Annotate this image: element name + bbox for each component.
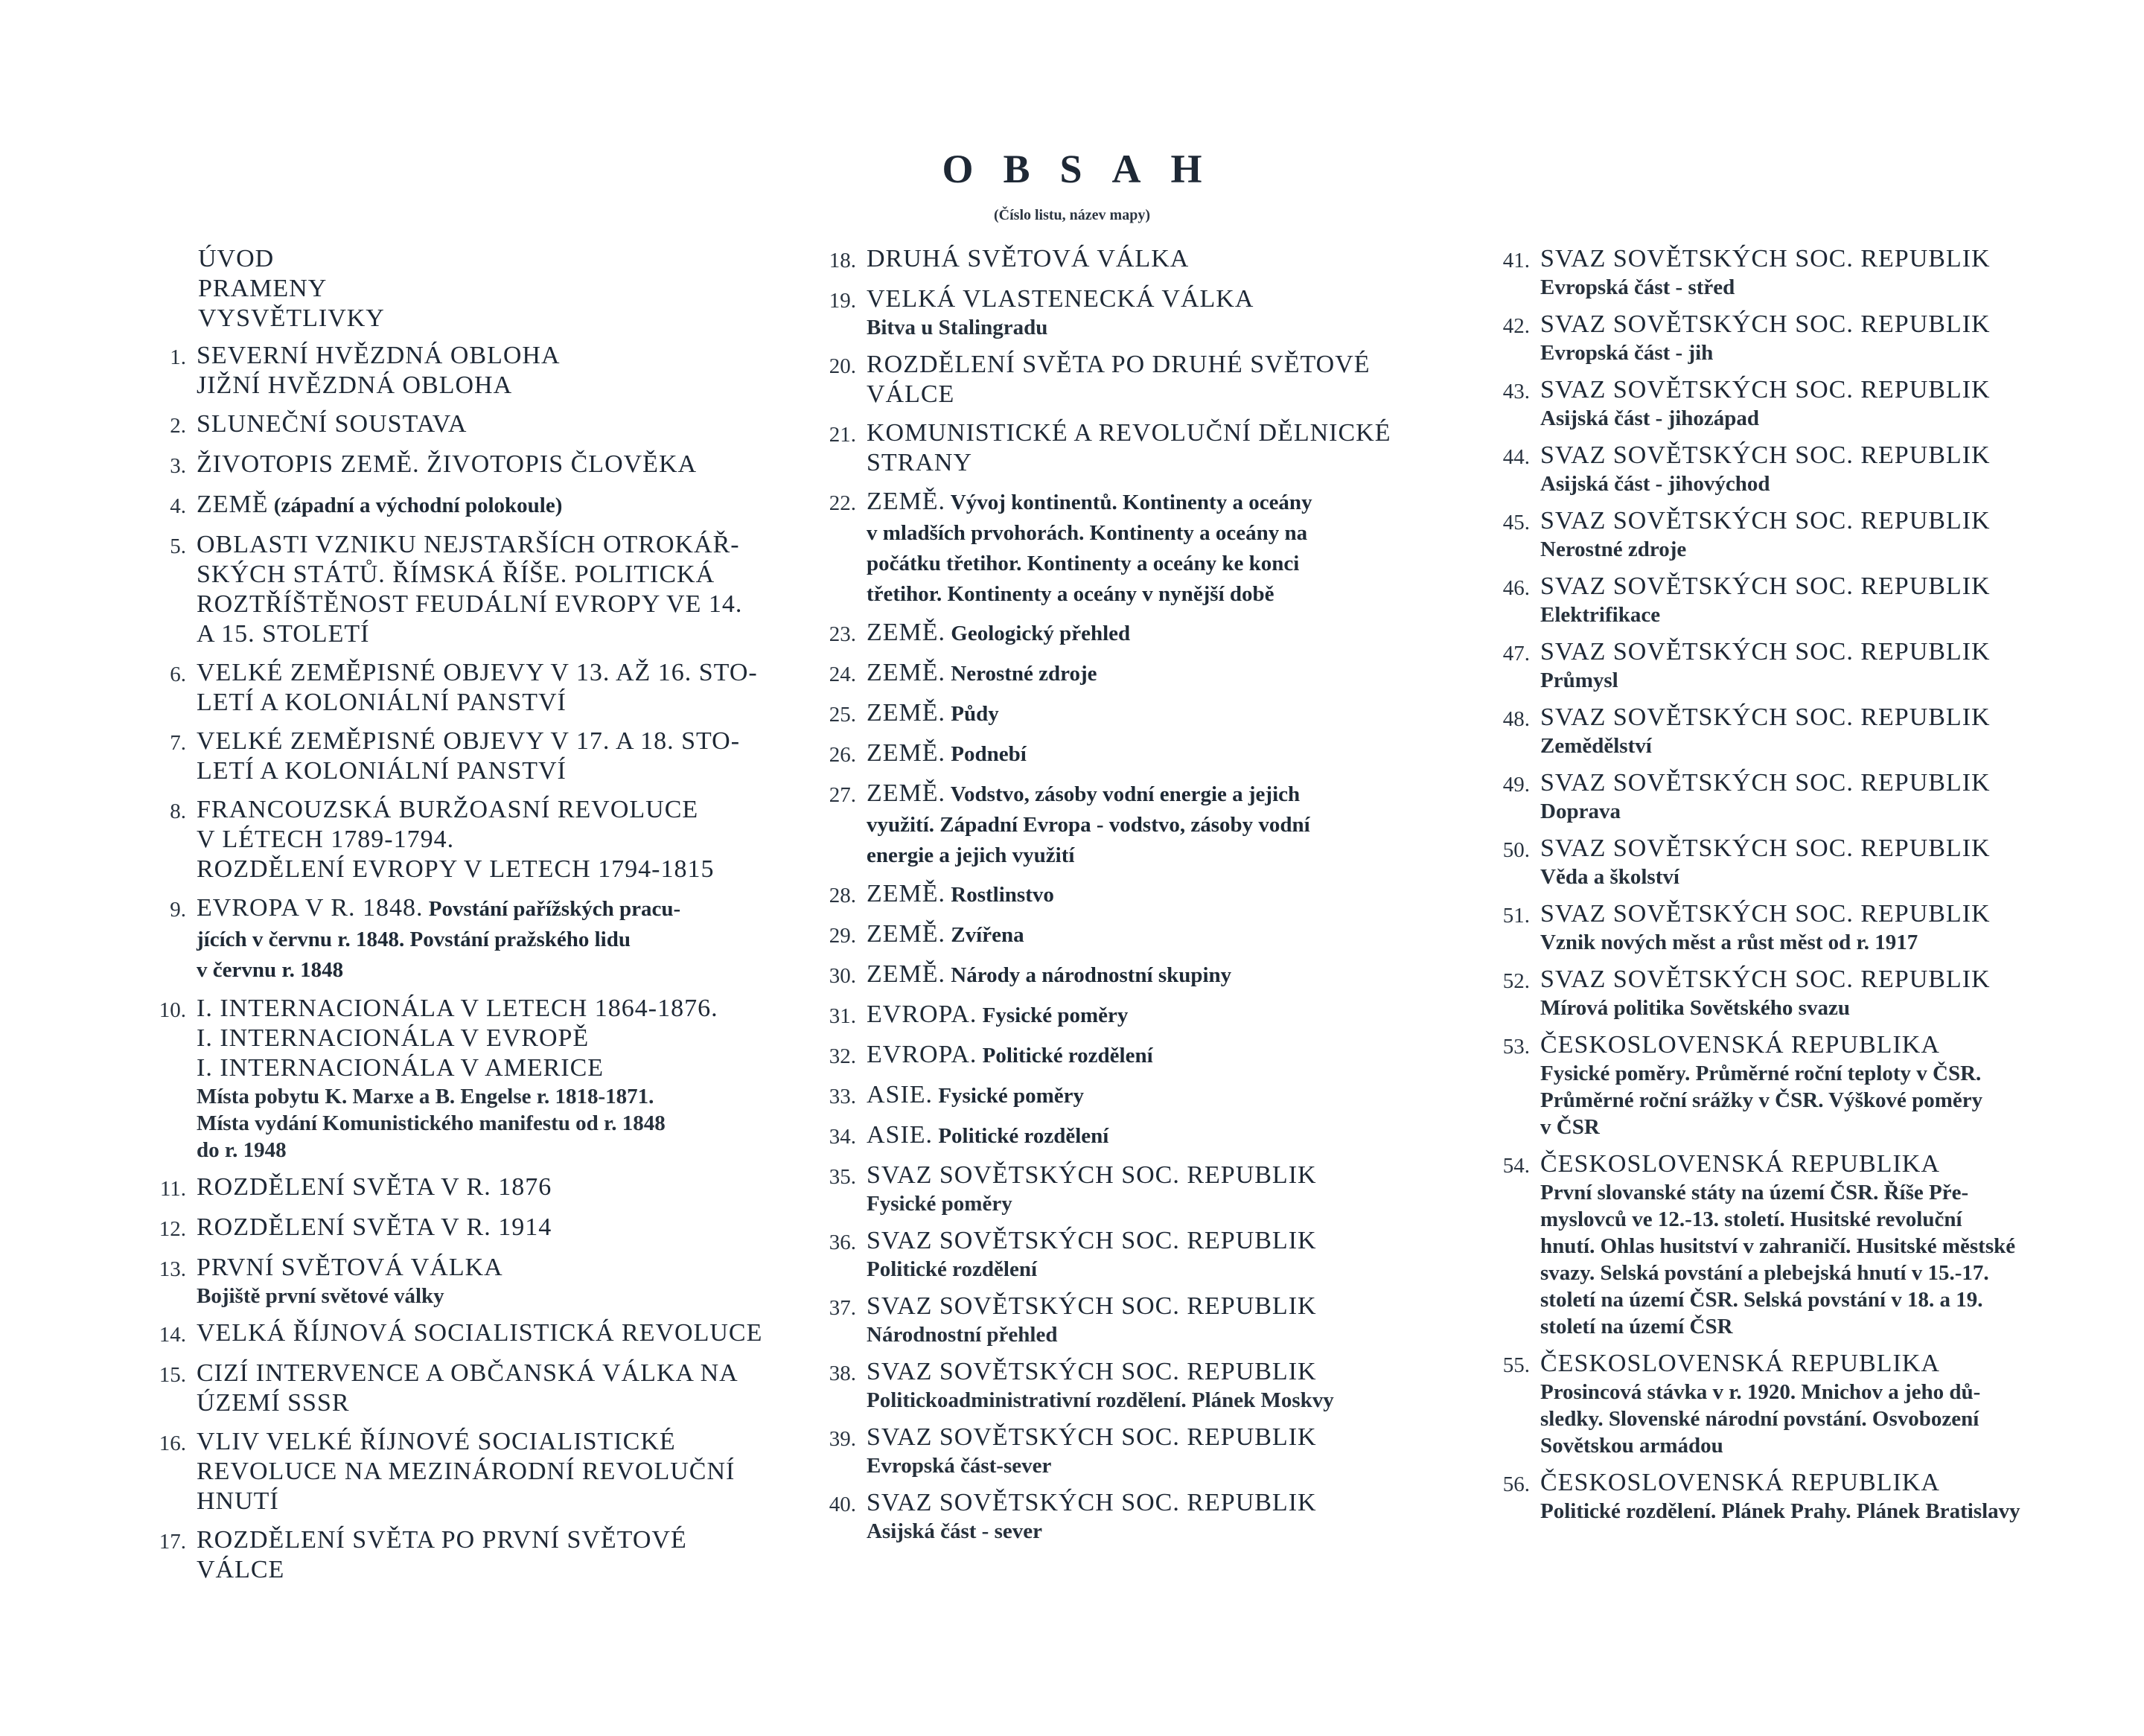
entry-subtitle: Asijská část - jihovýchod xyxy=(1540,472,1770,496)
entry-text xyxy=(867,1120,1459,1151)
entry-heading: CIZÍ INTERVENCE A OBČANSKÁ VÁLKA NA ÚZEMÍ SSSR xyxy=(197,1359,738,1417)
entry-body xyxy=(1540,834,2133,890)
entry-text xyxy=(197,490,789,520)
entry-heading: OBLASTI VZNIKU NEJSTARŠÍCH OTROKÁŘ- SKÝCH STÁTŮ. ŘÍMSKÁ ŘÍŠE. POLITICKÁ ROZTŘÍŠTĚNOST FEUDÁLNÍ EVROPY VE 14. A 15. STOLETÍ xyxy=(197,531,743,648)
contents-entry xyxy=(804,779,1459,870)
entry-subtitle: Politické rozdělení xyxy=(977,1044,1153,1068)
entry-subtitle: Vodstvo, zásoby vodní energie a jejich využití. Západní Evropa - vodstvo, zásoby vodní energie a jejich využití xyxy=(867,782,1310,867)
entry-number: 17. xyxy=(159,1530,186,1554)
entry-heading: SVAZ SOVĚTSKÝCH SOC. REPUBLIK xyxy=(1540,638,1991,666)
entry-text xyxy=(867,960,1459,990)
contents-entry xyxy=(134,1427,789,1516)
contents-entry xyxy=(1478,441,2133,497)
entry-body xyxy=(1540,965,2133,1021)
entry-heading: SVAZ SOVĚTSKÝCH SOC. REPUBLIK xyxy=(1540,769,1991,797)
entry-subtitle: Půdy xyxy=(945,702,999,726)
entry-number: 34. xyxy=(829,1125,856,1149)
entry-heading: ČESKOSLOVENSKÁ REPUBLIKA xyxy=(1540,1469,1940,1496)
entry-subtitle: Nerostné zdroje xyxy=(945,662,1097,686)
entry-body xyxy=(197,490,789,520)
entry-body xyxy=(867,658,1459,689)
contents-entry xyxy=(134,795,789,884)
entry-heading: DRUHÁ SVĚTOVÁ VÁLKA xyxy=(867,245,1190,272)
entry-body xyxy=(867,779,1459,870)
entry-number: 15. xyxy=(159,1363,186,1387)
entry-number: 12. xyxy=(159,1217,186,1241)
contents-entry xyxy=(134,1253,789,1309)
entry-body xyxy=(197,1359,789,1418)
entry-body xyxy=(867,698,1459,729)
contents-entry xyxy=(804,1488,1459,1545)
entry-body xyxy=(197,1213,789,1242)
entry-number: 53. xyxy=(1502,1035,1530,1059)
entry-number: 30. xyxy=(829,964,856,988)
entry-number: 10. xyxy=(159,998,186,1022)
contents-entry xyxy=(1478,768,2133,825)
entry-heading: ROZDĚLENÍ SVĚTA PO PRVNÍ SVĚTOVÉ VÁLCE xyxy=(197,1526,687,1583)
entry-heading: SVAZ SOVĚTSKÝCH SOC. REPUBLIK xyxy=(1540,310,1991,338)
contents-entry xyxy=(804,658,1459,689)
entry-number: 33. xyxy=(829,1085,856,1108)
entry-heading: SVAZ SOVĚTSKÝCH SOC. REPUBLIK xyxy=(1540,441,1991,469)
entry-number: 6. xyxy=(170,663,186,686)
entry-body xyxy=(867,284,1459,341)
entry-heading: EVROPA. xyxy=(867,1001,977,1028)
contents-entry xyxy=(1478,965,2133,1021)
entry-heading: KOMUNISTICKÉ A REVOLUČNÍ DĚLNICKÉ STRANY xyxy=(867,419,1391,476)
entry-subtitle: Fysické poměry. Průměrné roční teploty v ČSR. Průměrné roční srážky v ČSR. Výškové poměry v ČSR xyxy=(1540,1062,1983,1139)
entry-number: 31. xyxy=(829,1004,856,1028)
entry-text xyxy=(867,618,1459,648)
contents-entry xyxy=(134,409,789,441)
entry-body xyxy=(867,350,1459,409)
contents-entry xyxy=(134,1318,789,1350)
entry-body xyxy=(867,1423,1459,1479)
entry-subtitle: Prosincová stávka v r. 1920. Mnichov a jeho dů- sledky. Slovenské národní povstání. Osvobození Sovětskou armádou xyxy=(1540,1380,1981,1458)
entry-heading: SVAZ SOVĚTSKÝCH SOC. REPUBLIK xyxy=(867,1358,1317,1385)
entry-subtitle: Mírová politika Sovětského svazu xyxy=(1540,996,1850,1020)
contents-entry xyxy=(1478,1349,2133,1459)
entry-heading: PRVNÍ SVĚTOVÁ VÁLKA xyxy=(197,1254,503,1281)
contents-entry xyxy=(804,1120,1459,1152)
entry-body xyxy=(867,738,1459,769)
entry-number: 49. xyxy=(1502,773,1530,797)
entry-number: 2. xyxy=(170,414,186,438)
entry-subtitle: Politickoadministrativní rozdělení. Plánek Moskvy xyxy=(867,1388,1334,1412)
entry-list xyxy=(804,244,1459,1545)
entry-number: 36. xyxy=(829,1231,856,1254)
entry-body xyxy=(1540,1468,2133,1525)
contents-entry xyxy=(1478,572,2133,628)
entry-heading: SVAZ SOVĚTSKÝCH SOC. REPUBLIK xyxy=(867,1161,1317,1189)
entry-number: 26. xyxy=(829,743,856,767)
contents-entry xyxy=(134,341,789,401)
entry-body xyxy=(1540,310,2133,366)
entry-body xyxy=(197,1427,789,1516)
entry-body xyxy=(1540,572,2133,628)
entry-text xyxy=(867,1080,1459,1111)
entry-number: 46. xyxy=(1502,576,1530,600)
entry-heading: SVAZ SOVĚTSKÝCH SOC. REPUBLIK xyxy=(867,1292,1317,1320)
contents-entry xyxy=(804,1292,1459,1348)
entry-heading: VELKÉ ZEMĚPISNÉ OBJEVY V 13. AŽ 16. STO- LETÍ A KOLONIÁLNÍ PANSTVÍ xyxy=(197,659,758,716)
entry-subtitle: Evropská část-sever xyxy=(867,1454,1052,1478)
intro-item: ÚVOD xyxy=(198,245,275,272)
entry-body xyxy=(197,1525,789,1585)
entry-body xyxy=(867,244,1459,274)
contents-entry xyxy=(804,960,1459,991)
entry-body xyxy=(1540,441,2133,497)
entry-body xyxy=(1540,1149,2133,1340)
entry-body xyxy=(1540,1030,2133,1140)
entry-heading: ČESKOSLOVENSKÁ REPUBLIKA xyxy=(1540,1031,1940,1059)
entry-heading: SVAZ SOVĚTSKÝCH SOC. REPUBLIK xyxy=(1540,572,1991,600)
contents-entry xyxy=(804,698,1459,730)
entry-number: 52. xyxy=(1502,969,1530,993)
contents-entry xyxy=(804,1080,1459,1111)
contents-entry xyxy=(134,1213,789,1244)
entry-heading: SVAZ SOVĚTSKÝCH SOC. REPUBLIK xyxy=(1540,376,1991,403)
entry-subtitle: První slovanské státy na území ČSR. Říše Pře- myslovců ve 12.-13. století. Husitské revoluční hnutí. Ohlas husitství v zahraničí. Husitské městské svazy. Selská povstání a plebejská hnutí v 15.-17. století na území ČSR. Selská povstání v 18. a 19. století na území ČSR xyxy=(1540,1181,2016,1338)
entry-number: 54. xyxy=(1502,1154,1530,1178)
entry-subtitle: Průmysl xyxy=(1540,668,1618,692)
entry-number: 11. xyxy=(159,1177,186,1201)
contents-entry xyxy=(134,1172,789,1204)
entry-heading: EVROPA V R. 1848. xyxy=(197,894,424,922)
contents-entry xyxy=(134,893,789,985)
entry-heading: ZEMĚ. xyxy=(867,920,946,948)
entry-body xyxy=(197,409,789,439)
entry-subtitle: Bojiště první světové války xyxy=(197,1284,444,1308)
entry-number: 39. xyxy=(829,1427,856,1451)
entry-heading: ROZDĚLENÍ SVĚTA V R. 1876 xyxy=(197,1173,552,1201)
entry-body xyxy=(197,994,789,1164)
entry-number: 45. xyxy=(1502,511,1530,534)
contents-entry xyxy=(804,919,1459,951)
entry-number: 44. xyxy=(1502,445,1530,469)
entry-number: 23. xyxy=(829,622,856,646)
entry-body xyxy=(867,1226,1459,1283)
entry-number: 7. xyxy=(170,731,186,755)
entry-heading: SVAZ SOVĚTSKÝCH SOC. REPUBLIK xyxy=(1540,245,1991,272)
entry-number: 5. xyxy=(170,534,186,558)
contents-entry xyxy=(134,994,789,1164)
entry-heading: ZEMĚ. xyxy=(867,699,946,727)
entry-number: 29. xyxy=(829,924,856,948)
entry-heading: ZEMĚ. xyxy=(867,659,946,686)
entry-number: 38. xyxy=(829,1362,856,1385)
contents-entry xyxy=(1478,375,2133,432)
entry-number: 41. xyxy=(1502,249,1530,272)
contents-column-3 xyxy=(1478,244,2133,1534)
entry-body xyxy=(867,879,1459,910)
entry-subtitle: Věda a školství xyxy=(1540,865,1679,889)
entry-heading: SVAZ SOVĚTSKÝCH SOC. REPUBLIK xyxy=(1540,835,1991,862)
contents-entry xyxy=(804,1161,1459,1217)
contents-entry xyxy=(804,738,1459,770)
entry-subtitle: Podnebí xyxy=(945,742,1027,766)
entry-heading: ZEMĚ. xyxy=(867,488,946,515)
entry-heading: SVAZ SOVĚTSKÝCH SOC. REPUBLIK xyxy=(1540,703,1991,731)
entry-text xyxy=(867,698,1459,729)
entry-heading: ZEMĚ. xyxy=(867,739,946,767)
entry-subtitle: Národy a národnostní skupiny xyxy=(945,963,1232,987)
entry-heading: EVROPA. xyxy=(867,1041,977,1068)
entry-number: 43. xyxy=(1502,380,1530,403)
entry-body xyxy=(1540,506,2133,563)
entry-number: 3. xyxy=(170,454,186,478)
entry-subtitle: Povstání pařížských pracu- jících v červnu r. 1848. Povstání pražského lidu v červnu r. 1848 xyxy=(197,897,681,982)
entry-number: 51. xyxy=(1502,904,1530,928)
entry-subtitle: Fysické poměry xyxy=(867,1192,1012,1216)
entry-number: 37. xyxy=(829,1296,856,1320)
contents-entry xyxy=(1478,310,2133,366)
entry-heading: VELKÁ VLASTENECKÁ VÁLKA xyxy=(867,285,1254,313)
entry-body xyxy=(1540,703,2133,759)
entry-number: 25. xyxy=(829,703,856,727)
entry-heading: VELKÁ ŘÍJNOVÁ SOCIALISTICKÁ REVOLUCE xyxy=(197,1319,763,1347)
entry-subtitle: Fysické poměry xyxy=(933,1084,1085,1108)
entry-subtitle: (západní a východní polokoule) xyxy=(268,494,563,517)
entry-heading: SLUNEČNÍ SOUSTAVA xyxy=(197,410,468,438)
contents-entry xyxy=(1478,834,2133,890)
entry-text xyxy=(867,658,1459,689)
intro-block xyxy=(134,244,789,334)
entry-heading: SVAZ SOVĚTSKÝCH SOC. REPUBLIK xyxy=(867,1227,1317,1254)
entry-number: 42. xyxy=(1502,314,1530,338)
entry-body xyxy=(197,893,789,985)
entry-subtitle: Zvířena xyxy=(945,923,1024,947)
entry-body xyxy=(867,1161,1459,1217)
entry-body xyxy=(867,418,1459,478)
entry-body xyxy=(197,1318,789,1348)
intro-item: VYSVĚTLIVKY xyxy=(198,304,385,332)
entry-body xyxy=(197,1172,789,1202)
entry-number: 35. xyxy=(829,1165,856,1189)
contents-entry xyxy=(134,658,789,718)
entry-number: 22. xyxy=(829,491,856,515)
entry-body xyxy=(197,795,789,884)
contents-entry xyxy=(134,727,789,786)
contents-entry xyxy=(134,1525,789,1585)
contents-entry xyxy=(804,1423,1459,1479)
contents-entry xyxy=(134,530,789,649)
contents-column-2 xyxy=(804,244,1459,1554)
entry-heading: ŽIVOTOPIS ZEMĚ. ŽIVOTOPIS ČLOVĚKA xyxy=(197,450,698,478)
entry-number: 14. xyxy=(159,1323,186,1347)
contents-entry xyxy=(804,418,1459,478)
contents-entry xyxy=(134,1359,789,1418)
entry-subtitle: Evropská část - jih xyxy=(1540,341,1714,365)
entry-heading: ZEMĚ. xyxy=(867,779,946,807)
entry-body xyxy=(867,1080,1459,1111)
intro-item: PRAMENY xyxy=(198,275,328,302)
entry-subtitle: Elektrifikace xyxy=(1540,603,1661,627)
entry-heading: ZEMĚ xyxy=(197,491,269,518)
contents-entry xyxy=(804,618,1459,649)
entry-number: 40. xyxy=(829,1493,856,1516)
entry-number: 4. xyxy=(170,494,186,518)
entry-text xyxy=(867,487,1459,609)
contents-entry xyxy=(1478,244,2133,301)
entry-body xyxy=(197,658,789,718)
contents-entry xyxy=(1478,1149,2133,1340)
entry-body xyxy=(867,1120,1459,1151)
entry-body xyxy=(867,960,1459,990)
entry-subtitle: Asijská část - jihozápad xyxy=(1540,406,1760,430)
entry-heading: ČESKOSLOVENSKÁ REPUBLIKA xyxy=(1540,1350,1940,1377)
entry-heading: ASIE. xyxy=(867,1121,934,1149)
entry-number: 27. xyxy=(829,783,856,807)
entry-subtitle: Místa pobytu K. Marxe a B. Engelse r. 1818-1871. Místa vydání Komunistického manifestu od r. 1848 do r. 1948 xyxy=(197,1085,666,1162)
entry-number: 16. xyxy=(159,1432,186,1455)
entry-number: 19. xyxy=(829,289,856,313)
entry-heading: SVAZ SOVĚTSKÝCH SOC. REPUBLIK xyxy=(1540,507,1991,534)
entry-body xyxy=(867,1357,1459,1414)
entry-body xyxy=(197,1253,789,1309)
contents-column-1 xyxy=(134,244,789,1594)
entry-number: 55. xyxy=(1502,1353,1530,1377)
contents-entry xyxy=(134,450,789,481)
entry-text xyxy=(867,1000,1459,1030)
entry-heading: ČESKOSLOVENSKÁ REPUBLIKA xyxy=(1540,1150,1940,1178)
entry-heading: ZEMĚ. xyxy=(867,619,946,646)
entry-body xyxy=(867,1040,1459,1070)
contents-entry xyxy=(804,487,1459,609)
entry-number: 9. xyxy=(170,898,186,922)
entry-number: 50. xyxy=(1502,838,1530,862)
entry-body xyxy=(1540,1349,2133,1459)
entry-text xyxy=(867,738,1459,769)
entry-subtitle: Geologický přehled xyxy=(945,622,1131,645)
entry-subtitle: Politické rozdělení xyxy=(933,1124,1109,1148)
entry-number: 8. xyxy=(170,800,186,823)
entry-body xyxy=(1540,899,2133,956)
entry-number: 1. xyxy=(170,345,186,369)
contents-entry xyxy=(1478,506,2133,563)
entry-subtitle: Rostlinstvo xyxy=(945,883,1054,907)
entry-subtitle: Doprava xyxy=(1540,800,1621,823)
entry-number: 28. xyxy=(829,884,856,907)
entry-body xyxy=(867,1292,1459,1348)
entry-body xyxy=(867,1000,1459,1030)
entry-heading: SVAZ SOVĚTSKÝCH SOC. REPUBLIK xyxy=(867,1423,1317,1451)
entry-body xyxy=(867,1488,1459,1545)
contents-entry xyxy=(804,879,1459,910)
entry-text xyxy=(197,893,789,985)
entry-list xyxy=(134,341,789,1585)
entry-text xyxy=(867,879,1459,910)
entry-heading: ROZDĚLENÍ SVĚTA V R. 1914 xyxy=(197,1213,552,1241)
entry-number: 48. xyxy=(1502,707,1530,731)
entry-number: 20. xyxy=(829,354,856,378)
entry-body xyxy=(197,341,789,401)
entry-body xyxy=(197,530,789,649)
entry-body xyxy=(1540,244,2133,301)
contents-entry xyxy=(134,490,789,521)
entry-heading: FRANCOUZSKÁ BURŽOASNÍ REVOLUCE V LÉTECH 1789-1794. ROZDĚLENÍ EVROPY V LETECH 1794-1815 xyxy=(197,796,715,883)
entry-number: 32. xyxy=(829,1044,856,1068)
entry-body xyxy=(197,450,789,479)
entry-text xyxy=(867,1040,1459,1070)
contents-entry xyxy=(1478,899,2133,956)
entry-text xyxy=(867,779,1459,870)
entry-number: 47. xyxy=(1502,642,1530,666)
contents-entry xyxy=(804,284,1459,341)
contents-entry xyxy=(804,1040,1459,1071)
entry-number: 18. xyxy=(829,249,856,272)
entry-heading: VLIV VELKÉ ŘÍJNOVÉ SOCIALISTICKÉ REVOLUCE NA MEZINÁRODNÍ REVOLUČNÍ HNUTÍ xyxy=(197,1428,736,1515)
contents-entry xyxy=(1478,1030,2133,1140)
contents-entry xyxy=(804,244,1459,275)
entry-body xyxy=(1540,375,2133,432)
entry-heading: ZEMĚ. xyxy=(867,880,946,907)
page-subtitle: (Číslo listu, název mapy) xyxy=(994,207,1150,223)
entry-body xyxy=(867,919,1459,950)
entry-heading: ROZDĚLENÍ SVĚTA PO DRUHÉ SVĚTOVÉ VÁLCE xyxy=(867,351,1371,408)
entry-subtitle: Politické rozdělení. Plánek Prahy. Plánek Bratislavy xyxy=(1540,1499,2020,1523)
entry-body xyxy=(1540,768,2133,825)
contents-entry xyxy=(804,1226,1459,1283)
contents-entry xyxy=(804,350,1459,409)
entry-heading: SEVERNÍ HVĚZDNÁ OBLOHA JIŽNÍ HVĚZDNÁ OBLOHA xyxy=(197,342,561,399)
entry-subtitle: Fysické poměry xyxy=(977,1003,1129,1027)
entry-number: 21. xyxy=(829,423,856,447)
entry-heading: SVAZ SOVĚTSKÝCH SOC. REPUBLIK xyxy=(1540,900,1991,928)
entry-subtitle: Vznik nových měst a růst měst od r. 1917 xyxy=(1540,931,1918,954)
entry-list xyxy=(1478,244,2133,1525)
contents-entry xyxy=(804,1357,1459,1414)
entry-number: 24. xyxy=(829,663,856,686)
contents-entry xyxy=(1478,1468,2133,1525)
entry-subtitle: Vývoj kontinentů. Kontinenty a oceány v mladších prvohorách. Kontinenty a oceány na počátku třetihor. Kontinenty a oceány ke konci třetihor. Kontinenty a oceány v nynější době xyxy=(867,491,1312,606)
entry-number: 56. xyxy=(1502,1472,1530,1496)
entry-body xyxy=(1540,637,2133,694)
entry-text xyxy=(867,919,1459,950)
entry-subtitle: Zemědělství xyxy=(1540,734,1652,758)
entry-heading: ZEMĚ. xyxy=(867,960,946,988)
contents-entry xyxy=(1478,637,2133,694)
entry-heading: SVAZ SOVĚTSKÝCH SOC. REPUBLIK xyxy=(867,1489,1317,1516)
entry-number: 13. xyxy=(159,1257,186,1281)
contents-entry xyxy=(804,1000,1459,1031)
entry-heading: SVAZ SOVĚTSKÝCH SOC. REPUBLIK xyxy=(1540,966,1991,993)
entry-heading: VELKÉ ZEMĚPISNÉ OBJEVY V 17. A 18. STO- LETÍ A KOLONIÁLNÍ PANSTVÍ xyxy=(197,727,741,785)
contents-entry xyxy=(1478,703,2133,759)
entry-subtitle: Evropská část - střed xyxy=(1540,275,1735,299)
entry-heading: ASIE. xyxy=(867,1081,934,1108)
page-title: OBSAH xyxy=(942,147,1232,191)
entry-body xyxy=(867,487,1459,609)
entry-subtitle: Politické rozdělení xyxy=(867,1257,1037,1281)
entry-body xyxy=(197,727,789,786)
entry-subtitle: Asijská část - sever xyxy=(867,1519,1042,1543)
entry-heading: I. INTERNACIONÁLA V LETECH 1864-1876. I. INTERNACIONÁLA V EVROPĚ I. INTERNACIONÁLA V AMERICE xyxy=(197,995,718,1082)
entry-subtitle: Národnostní přehled xyxy=(867,1323,1058,1347)
entry-subtitle: Bitva u Stalingradu xyxy=(867,316,1048,339)
entry-subtitle: Nerostné zdroje xyxy=(1540,537,1687,561)
entry-body xyxy=(867,618,1459,648)
